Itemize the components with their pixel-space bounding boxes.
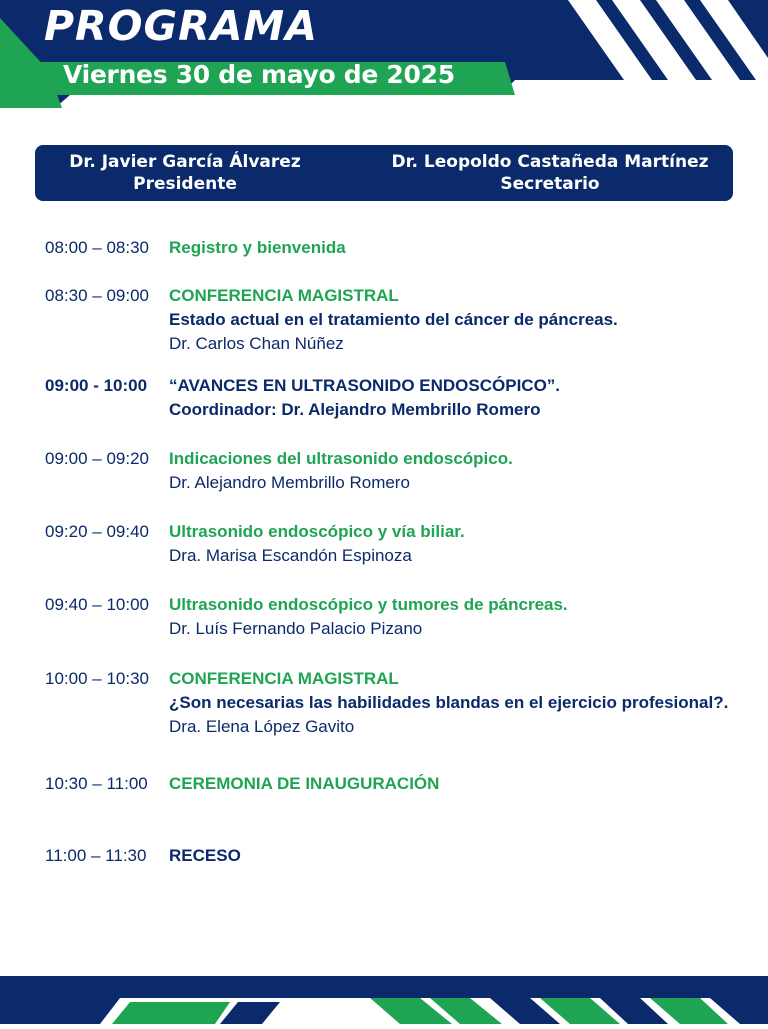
- footer-banner: [0, 976, 768, 1024]
- schedule-details: [169, 667, 739, 739]
- schedule-time: 10:30 – 11:00: [45, 774, 148, 793]
- schedule-details: [169, 284, 739, 356]
- session-title: Indicaciones del ultrasonido endoscópico.: [169, 449, 513, 468]
- schedule-time: 09:00 - 10:00: [45, 376, 148, 395]
- session-title: CONFERENCIA MAGISTRAL: [169, 286, 399, 305]
- schedule-time: 09:00 – 09:20: [45, 449, 149, 468]
- officer-president: [50, 151, 320, 195]
- schedule-time: 11:00 – 11:30: [45, 846, 147, 865]
- schedule-details: [169, 520, 739, 568]
- schedule-details: [169, 593, 739, 641]
- page-title: PROGRAMA: [44, 2, 318, 50]
- event-date: Viernes 30 de mayo de 2025: [63, 60, 455, 89]
- schedule-time: 09:20 – 09:40: [45, 522, 149, 541]
- header-banner: [0, 0, 768, 110]
- schedule-details: [169, 236, 739, 260]
- speaker-name: Dra. Elena López Gavito: [169, 717, 355, 736]
- session-title: Registro y bienvenida: [169, 238, 346, 257]
- session-title: Coordinador: Dr. Alejandro Membrillo Romero: [169, 400, 541, 419]
- schedule-time: 10:00 – 10:30: [45, 669, 149, 688]
- speaker-name: Dr. Carlos Chan Núñez: [169, 334, 344, 353]
- footer-graphic: [0, 976, 768, 1024]
- officers-banner: [35, 145, 733, 201]
- session-title: Estado actual en el tratamiento del cáncer de páncreas.: [169, 310, 618, 329]
- session-title: CONFERENCIA MAGISTRAL: [169, 669, 399, 688]
- session-title: CEREMONIA DE INAUGURACIÓN: [169, 774, 440, 793]
- schedule-time: 09:40 – 10:00: [45, 595, 149, 614]
- session-title: “AVANCES EN ULTRASONIDO ENDOSCÓPICO”.: [169, 376, 561, 395]
- session-title: RECESO: [169, 846, 241, 865]
- session-title: Ultrasonido endoscópico y tumores de páncreas.: [169, 595, 568, 614]
- session-title: ¿Son necesarias las habilidades blandas en el ejercicio profesional?.: [169, 693, 729, 712]
- speaker-name: Dra. Marisa Escandón Espinoza: [169, 546, 412, 565]
- schedule-details: [169, 447, 739, 495]
- officer-role: Secretario: [500, 174, 600, 194]
- schedule-time: 08:30 – 09:00: [45, 286, 149, 305]
- speaker-name: Dr. Alejandro Membrillo Romero: [169, 473, 410, 492]
- officer-role: Presidente: [133, 174, 237, 194]
- schedule-details: [169, 374, 739, 422]
- officer-secretary: [380, 151, 720, 195]
- schedule-details: [169, 772, 739, 796]
- session-title: Ultrasonido endoscópico y vía biliar.: [169, 522, 465, 541]
- speaker-name: Dr. Luís Fernando Palacio Pizano: [169, 619, 423, 638]
- schedule-details: [169, 844, 739, 868]
- schedule-time: 08:00 – 08:30: [45, 238, 149, 257]
- officer-name: Dr. Javier García Álvarez: [69, 152, 301, 172]
- officer-name: Dr. Leopoldo Castañeda Martínez: [391, 152, 709, 172]
